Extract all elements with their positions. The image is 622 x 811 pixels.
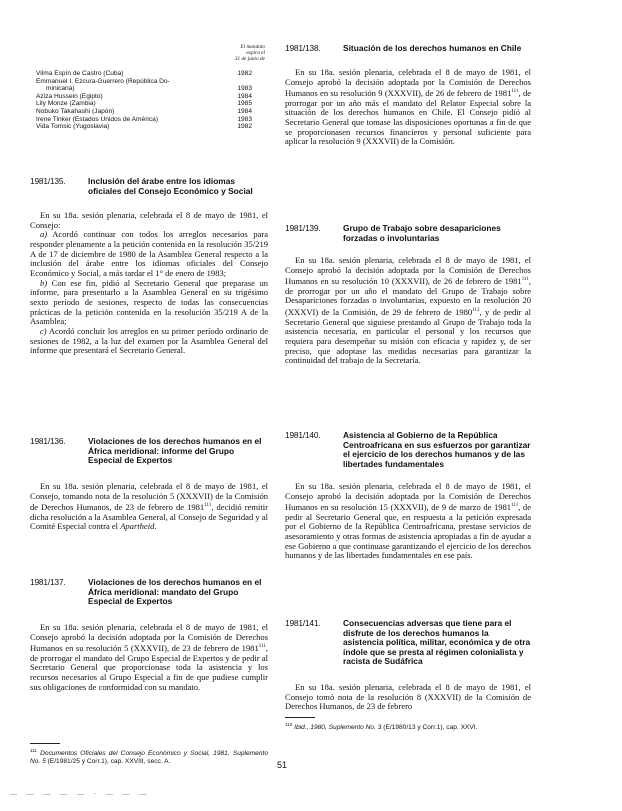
resolution-1981-141 [285, 619, 531, 667]
member-row: Lily Monze (Zambia) 1985 [36, 100, 252, 108]
footnote-112: $^{112}$ Ibid., 1980, Suplemento No. 3 (E/1980/13 y Corr.1), cap. XXVI. [285, 722, 478, 732]
resolution-title: Violaciones de los derechos humanos en el África meridional: mandato del Grupo Especial de Expertos [88, 577, 262, 607]
resolution-title: Grupo de Trabajo sobre desapariciones forzadas o involuntarias [343, 223, 501, 243]
resolution-1981-138-body: En su 18a. sesión plenaria, celebrada el 8 de mayo de 1981, el Consejo aprobó la decisión adoptada por la Comisión de Derechos Humanos en su resolución 9 (XXXVII), de 26 de febrero de 1981$^{111}$, de prorrogar por un año más el mandato del Relator Especial sobre la situación de los derechos humanos en Chile. El Consejo pidió al Secretario General que tomase las disposiciones oportunas a fin de que se proporcionasen recursos financieros y personal suficiente para aplicar la resolución 9 (XXXVII) de la Comisión. [285, 67, 532, 147]
footnote-111: $^{111}$ Documentos Oficiales del Consejo Económico y Social, 1981, Suplemento No. 5 (E/1981/25 y Corr.1), cap. XXVIII, secc. A. [30, 748, 268, 765]
resolution-title: Inclusión del árabe entre los idiomas oficiales del Consejo Económico y Social [88, 176, 253, 196]
clause-b: b) Con ese fin, pidió al Secretario General que preparase un informe, para presentarlo a la Asamblea General en su trigésimo sexto período de sesiones, respecto de todas las consecuencias prácticas de la petición contenida en la resolución 35/219 A de la Asamblea; [30, 277, 269, 327]
resolution-1981-139 [285, 224, 531, 243]
resolution-1981-136 [30, 437, 268, 466]
member-row: minicana) 1983 [46, 85, 252, 93]
resolution-title: Situación de los derechos humanos en Chile [343, 43, 522, 53]
resolution-title: Asistencia al Gobierno de la República Centroafricana en sus esfuerzos por garantizar el ejercicio de los derechos humanos y de las libertades fundamentales [343, 430, 531, 469]
member-row: Vilma Espín de Castro (Cuba) 1982 [36, 70, 252, 77]
member-row: Nobuko Takahashi (Japón) 1984 [36, 107, 252, 115]
resolution-1981-140 [285, 431, 531, 469]
member-row: Aziza Hussein (Egipto) 1984 [36, 92, 252, 100]
member-row: Vida Tomsic (Yugoslavia) 1982 [36, 123, 252, 131]
page-number: 51 [276, 760, 287, 770]
clause-c: c) Acordó concluir los arreglos en su primer período ordinario de sesiones de 1982, a la luz del examen por la Asamblea General del informe que presentará el Secretario General. [30, 325, 268, 356]
resolution-1981-135 [30, 177, 268, 196]
resolution-1981-141-body: En su 18a. sesión plenaria, celebrada el 8 de mayo de 1981, el Consejo tomó nota de la resolución 8 (XXXVII) de la Comisión de Derechos Humanos, de 23 de febrero [285, 682, 531, 712]
resolution-number: 1981/138. [285, 43, 321, 53]
clause-a: a) Acordó continuar con todos los arreglos necesarios para responder plenamente a la petición contenida en la resolución 35/219 A de 17 de diciembre de 1980 de la Asamblea General respecto a la inclusión del árabe entre los idiomas oficiales del Consejo Económico y Social, a más tardar el 1° de enero de 1983; [30, 229, 268, 278]
footnote-rule [30, 743, 60, 744]
resolution-1981-139-body: En su 18a. sesión plenaria, celebrada el 8 de mayo de 1981, el Consejo aprobó la decisión adoptada por la Comisión de Derechos Humanos en su resolución 10 (XXXVII), de 26 de febrero de 1981$^{111}$, de prorrogar por un año el mandato del Grupo de Trabajo sobre Desapariciones forzadas o involuntarias, expuesto en la resolución 20 (XXXVI) de la Comisión, de 29 de febrero de 1980$^{112}$, y de pedir al Secretario General que siguiese prestando al Grupo de Trabajo toda la asistencia necesaria, en particular el personal y los recursos que requiera para desempeñar su misión con eficacia y rapidez y, de ser preciso, que adoptase las medidas necesarias para garantizar la continuidad del trabajo de la Secretaría. [285, 255, 531, 366]
resolution-1981-135-body [30, 211, 268, 356]
resolution-1981-137 [30, 578, 268, 607]
resolution-title: Consecuencias adversas que tiene para el disfrute de los derechos humanos la asistencia política, militar, económica y de otra índole que se presta al régimen colonialista y racista de Sudáfrica [343, 618, 531, 667]
resolution-1981-140-body: En su 18a. sesión plenaria, celebrada el 8 de mayo de 1981, el Consejo aprobó la decisión adoptada por la Comisión de Derechos Humanos en su resolución 15 (XXXVII), de 9 de marzo de 1981$^{111}$, de pedir al Secretario General que, en respuesta a la petición expresada por el Gobierno de la República Centroafricana, prestase servicios de asesoramiento y otras formas de asistencia apropiadas a fin de ayudar a ese Gobierno a que continuase garantizando el ejercicio de los derechos humanos y de las libertades fundamentales en ese país. [285, 481, 532, 561]
member-row: Irene Tinker (Estados Unidos de América) 1983 [36, 115, 252, 123]
resolution-1981-138 [285, 44, 531, 54]
resolution-number: 1981/139. [285, 223, 321, 233]
footnote-rule [285, 717, 315, 718]
resolution-number: 1981/141. [285, 618, 321, 628]
member-list [36, 70, 252, 131]
resolution-number: 1981/136. [30, 436, 66, 446]
resolution-title: Violaciones de los derechos humanos en el África meridional: informe del Grupo Especial de Expertos [88, 436, 262, 466]
term-expiry-note: El mandato expira el 31 de junio de [234, 44, 265, 63]
resolution-1981-137-body: En su 18a. sesión plenaria, celebrada el 8 de mayo de 1981, el Consejo aprobó la decisión adoptada por la Comisión de Derechos Humanos en su resolución 5 (XXXVII), de 23 de febrero de 1981$^{111}$, de prorrogar el mandato del Grupo Especial de Expertos y de pedir al Secretario General que proporcionase toda la asistencia y los recursos necesarios al Grupo Especial a fin de que pudiese cumplir sus obligaciones de conformidad con su mandato. [30, 622, 268, 692]
member-row: Emmanuel I. Ezcura-Guerrero (República Do- [36, 77, 170, 85]
resolution-1981-136-body: En su 18a. sesión plenaria, celebrada el 8 de mayo de 1981, el Consejo, tomando nota de la resolución 5 (XXXVII) de la Comisión de Derechos Humanos, de 23 de febrero de 1981$^{111}$, decidió remitir dicha resolución a la Asamblea General, al Consejo de Seguridad y al Comité Especial contra el Apartheid. [30, 481, 269, 532]
resolution-number: 1981/137. [30, 577, 66, 587]
resolution-number: 1981/140. [285, 430, 321, 440]
resolution-number: 1981/135. [30, 176, 66, 186]
scan-margin-marks: — — — — — · — — — [10, 790, 151, 798]
intro-paragraph: En su 18a. sesión plenaria, celebrada el 8 de mayo de 1981, el Consejo: [30, 210, 268, 230]
